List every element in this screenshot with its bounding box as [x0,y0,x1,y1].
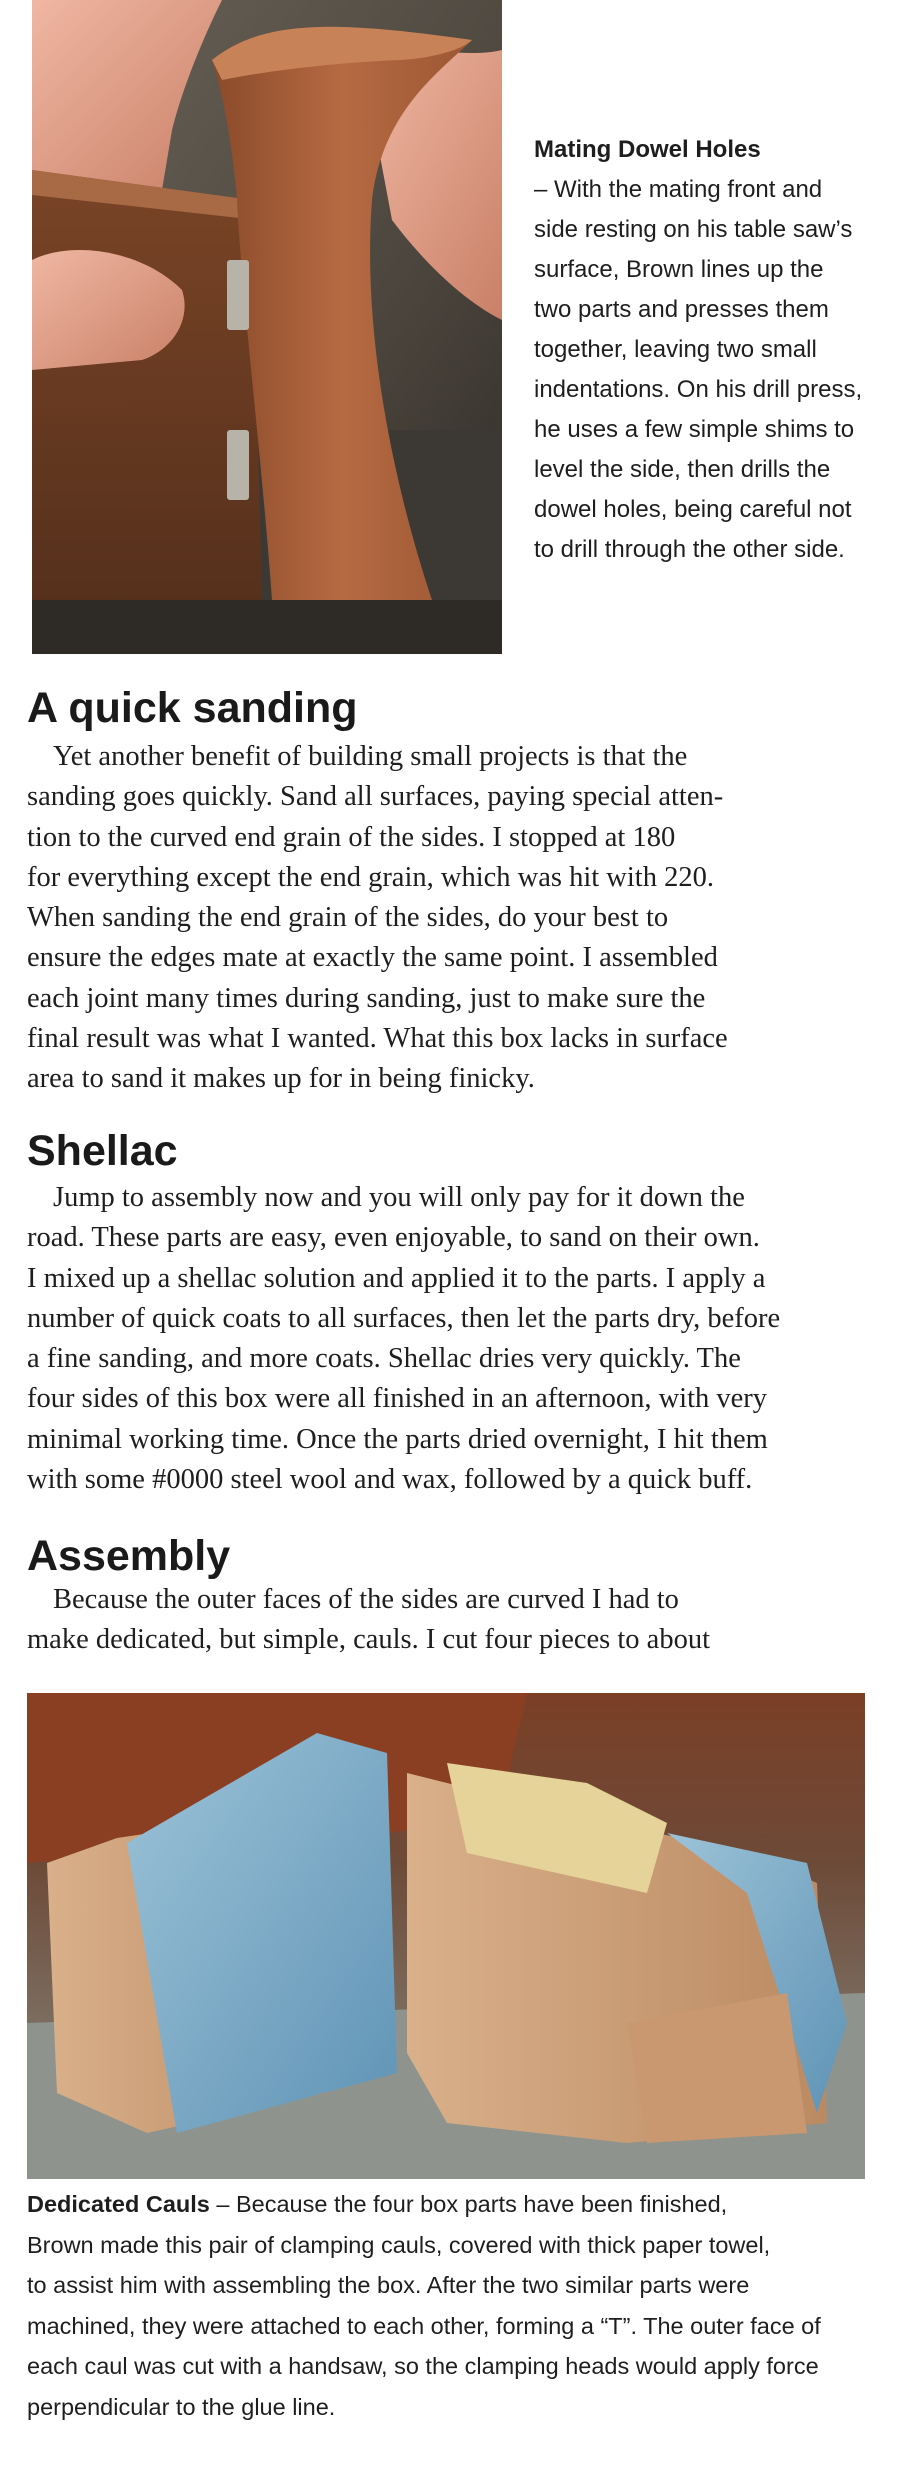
caption-title: Mating Dowel Holes [534,136,761,163]
text-line: When sanding the end grain of the sides, do your best to [27,902,669,934]
caption-line: dowel holes, being careful not [534,496,852,523]
caption-line: together, leaving two small [534,336,817,363]
text-line: make dedicated, but simple, cauls. I cut four pieces to about [27,1624,710,1656]
text-line: ensure the edges mate at exactly the same point. I assembled [27,942,718,974]
text-line: final result was what I wanted. What this box lacks in surface [27,1023,728,1055]
text-line: with some #0000 steel wool and wax, followed by a quick buff. [27,1464,753,1496]
photo-paper-towel-covered-clamping-cauls [27,1693,865,2179]
text-line: area to sand it makes up for in being finicky. [27,1063,535,1095]
caption-line: indentations. On his drill press, [534,376,863,403]
caption-line: perpendicular to the glue line. [27,2393,336,2420]
caption-line: surface, Brown lines up the [534,256,824,283]
caption-line: two parts and presses them [534,296,829,323]
text-line: number of quick coats to all surfaces, then let the parts dry, before [27,1302,781,1334]
sanding-paragraph [27,737,867,1100]
shellac-paragraph [27,1178,867,1500]
caption-first-line [27,2184,877,2225]
text-line: four sides of this box were all finished in an afternoon, with very [27,1383,768,1415]
section-heading-sanding: A quick sanding [27,684,358,732]
caption-line: – Because the four box parts have been finished, [209,2191,728,2217]
clamping-cauls-caption [27,2184,877,2427]
caption-line: machined, they were attached to each other, forming a “T”. The outer face of [27,2312,821,2339]
dowel-holes-caption [534,130,874,570]
section-heading-assembly: Assembly [27,1532,231,1580]
text-line: minimal working time. Once the parts dried overnight, I hit them [27,1423,768,1455]
caption-line: each caul was cut with a handsaw, so the clamping heads would apply force [27,2353,819,2379]
clamping-cauls-photo [27,1693,865,2179]
text-line: Jump to assembly now and you will only pay for it down the [53,1182,745,1213]
text-line: sanding goes quickly. Sand all surfaces, paying special atten- [27,781,724,813]
text-line: road. These parts are easy, even enjoyable, to sand on their own. [27,1222,760,1254]
text-line: a fine sanding, and more coats. Shellac dries very quickly. The [27,1343,741,1375]
text-line: I mixed up a shellac solution and applied it to the parts. I apply a [27,1262,766,1294]
caption-line: Brown made this pair of clamping cauls, covered with thick paper towel, [27,2231,771,2258]
caption-line: to drill through the other side. [534,536,845,563]
text-line: Because the outer faces of the sides are curved I had to [53,1584,679,1615]
caption-title: Dedicated Cauls [27,2191,210,2217]
caption-line: he uses a few simple shims to [534,416,855,443]
caption-line: side resting on his table saw’s [534,216,853,243]
photo-hand-pressing-curved-wood-side-dowel-holes [32,0,502,654]
dowel-holes-photo [32,0,502,654]
section-heading-shellac: Shellac [27,1127,178,1175]
text-line: each joint many times during sanding, just to make sure the [27,982,706,1014]
text-line: for everything except the end grain, which was hit with 220. [27,861,714,893]
caption-line: to assist him with assembling the box. After the two similar parts were [27,2272,750,2298]
caption-line: – With the mating front and [534,176,823,203]
text-line: Yet another benefit of building small projects is that the [53,741,688,772]
assembly-paragraph [27,1580,867,1661]
caption-line: level the side, then drills the [534,456,831,483]
text-line: tion to the curved end grain of the sides. I stopped at 180 [27,821,676,853]
